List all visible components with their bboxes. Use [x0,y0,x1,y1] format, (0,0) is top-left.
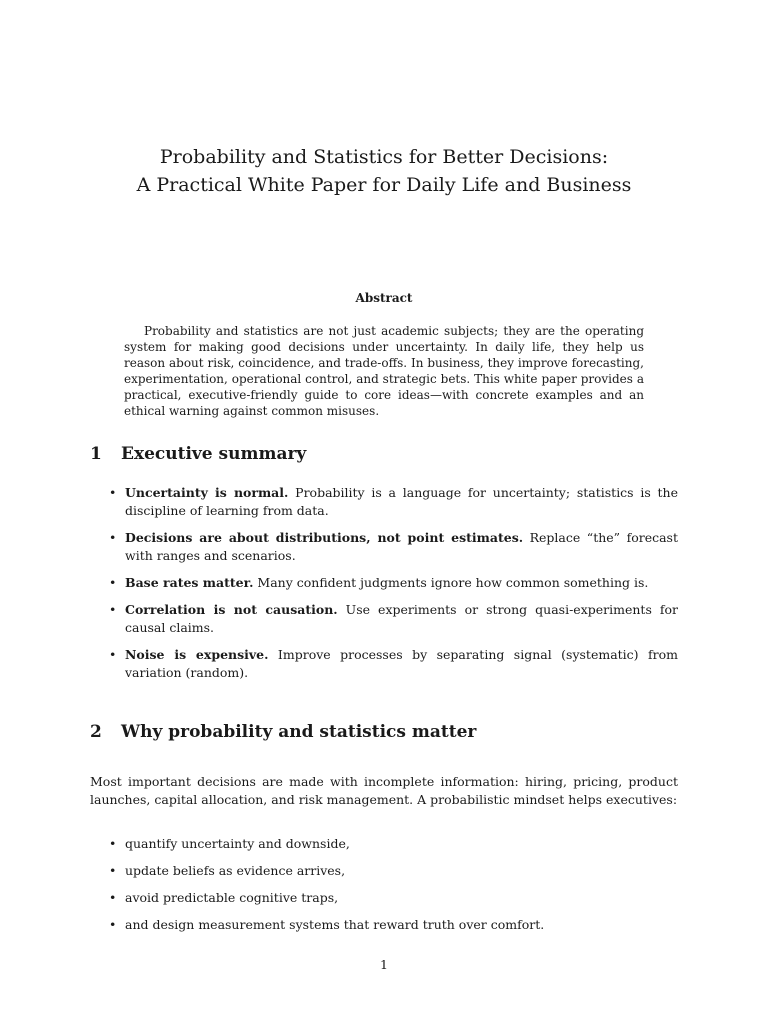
section-intro-paragraph: Most important decisions are made with incomplete information: hiring, pricing, product launches, capital allocation, and risk management. A probabilistic mindset helps executives: [90,774,678,807]
list-item-text: update beliefs as evidence arrives, [125,863,346,878]
paper-title-line-1: Probability and Statistics for Better Decisions: [159,146,609,168]
list-item-text: Use experiments or strong quasi-experiments for causal claims. [125,602,679,635]
page-number: 1 [380,957,388,972]
list-item [109,835,678,853]
bullet-icon: • [109,602,117,617]
section-title: Executive summary [121,444,307,464]
list-item-lead: Noise is expensive. [125,647,269,662]
bullet-icon: • [109,890,117,905]
section-number: 1 [90,444,102,464]
list-item-text: and design measurement systems that reward truth over comfort. [125,917,545,932]
list-item-lead: Base rates matter. [125,575,254,590]
list-item [109,916,678,934]
list-item [109,601,678,637]
list-item [109,889,678,907]
section-heading-why-it-matters [90,721,476,743]
executive-summary-list [109,484,678,682]
section-heading-executive-summary [90,443,306,465]
mindset-benefits-list [109,835,678,934]
bullet-icon: • [109,917,117,932]
list-item-text: quantify uncertainty and downside, [125,836,350,851]
list-item-text: Replace “the” forecast with ranges and scenarios. [125,530,678,563]
list-item [109,574,678,592]
list-item-text: avoid predictable cognitive traps, [125,890,339,905]
bullet-icon: • [109,485,117,500]
list-item-text: Improve processes by separating signal (systematic) from variation (random). [125,647,678,680]
bullet-icon: • [109,575,117,590]
list-item [109,862,678,880]
bullet-icon: • [109,863,117,878]
list-item-text: Many confident judgments ignore how common something is. [257,575,649,590]
bullet-icon: • [109,836,117,851]
bullet-icon: • [109,647,117,662]
list-item [109,529,678,565]
list-item [109,646,678,682]
bullet-icon: • [109,530,117,545]
abstract-heading: Abstract [355,291,413,305]
list-item-lead: Uncertainty is normal. [125,485,289,500]
list-item-text: Probability is a language for uncertainty; statistics is the discipline of learning from data. [125,485,679,518]
section-number: 2 [90,722,102,742]
paper-title [0,143,768,199]
paper-title-line-2: A Practical White Paper for Daily Life and Business [136,174,632,196]
list-item-lead: Decisions are about distributions, not point estimates. [125,530,524,545]
section-title: Why probability and statistics matter [121,722,477,742]
list-item-lead: Correlation is not causation. [125,602,338,617]
abstract-body: Probability and statistics are not just academic subjects; they are the operating system for making good decisions under uncertainty. In daily life, they help us reason about risk, coincidence, and trade-offs. In business, they improve forecasting, experimentation, operational control, and strategic bets. This white paper provides a practical, executive-friendly guide to core ideas—with concrete examples and an ethical warning against common misuses. [124,324,644,418]
list-item [109,484,678,520]
